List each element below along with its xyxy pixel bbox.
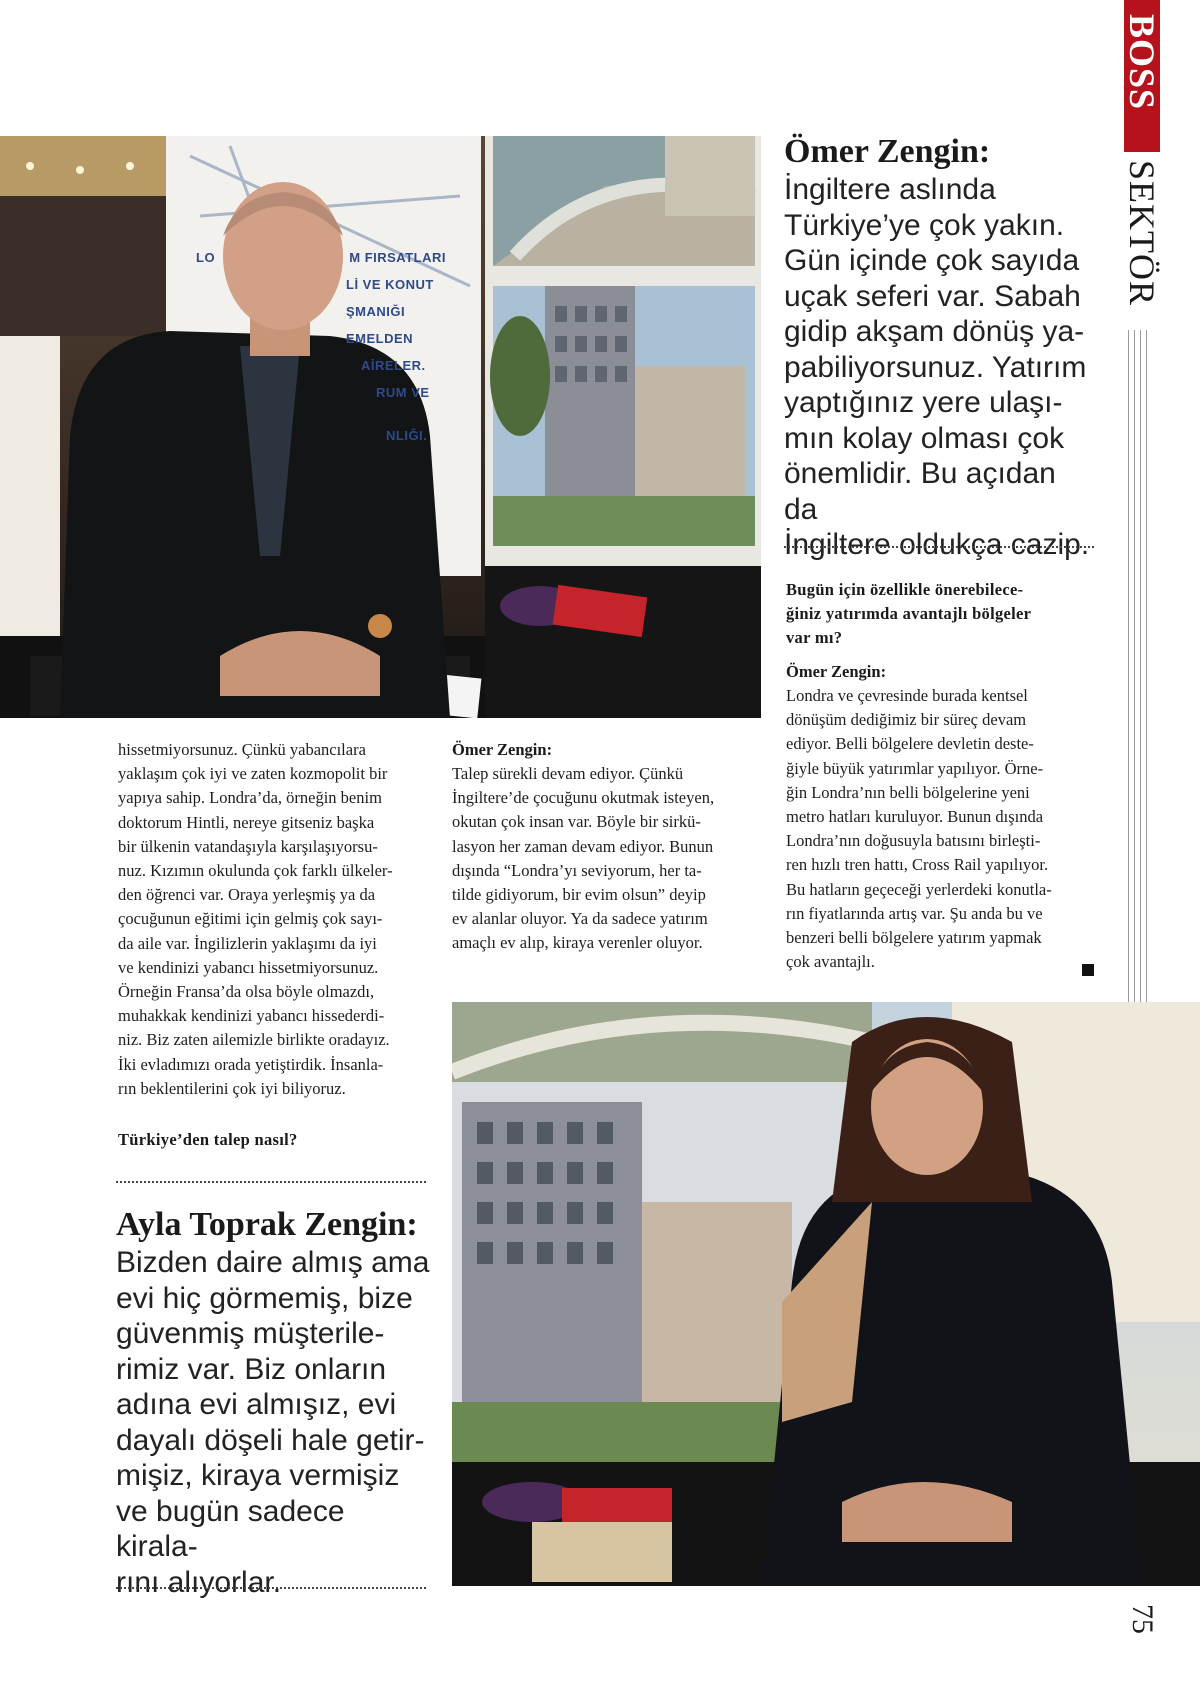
quote-line: ve bugün sadece kirala- <box>116 1494 345 1563</box>
text-line: bir ülkenin vatandaşıyla karşılaşıyorsu- <box>118 836 378 856</box>
text-line: okutan çok insan var. Böyle bir sirkü- <box>452 812 701 832</box>
speaker-label: Ömer Zengin: <box>452 740 553 759</box>
end-mark <box>1082 964 1094 976</box>
text-line: dönüşüm dediğimiz bir süreç devam <box>786 710 1027 730</box>
text-line: doktorum Hintli, nereye gitseniz başka <box>118 812 375 832</box>
banner-line: M FIRSATLARI <box>349 250 446 265</box>
quote-line: İngiltere oldukça cazip. <box>784 528 1090 561</box>
text-line: yaklaşım çok iyi ve zaten kozmopolit bir <box>118 764 388 784</box>
text-line: yapıya sahip. Londra’da, örneğin benim <box>118 788 382 808</box>
text-line: da aile var. İngilizlerin yaklaşımı da iyi <box>118 933 377 953</box>
quote-line: uçak seferi var. Sabah <box>784 279 1081 313</box>
text-line: den öğrenci var. Oraya yerleşmiş ya da <box>118 885 376 905</box>
page-number: 75 <box>1126 1604 1159 1634</box>
text-line: Londra ve çevresinde burada kentsel <box>786 686 1028 705</box>
dotted-divider <box>116 1587 426 1589</box>
text-line: ğin Londra’nın belli bölgelerine yeni <box>786 782 1030 802</box>
banner-line: EMELDEN <box>346 331 414 346</box>
quote-line: Bizden daire almış ama <box>116 1246 430 1279</box>
banner-line: ŞMANIĞI <box>346 304 406 319</box>
quote-line: rını alıyorlar. <box>116 1565 282 1599</box>
quote-line: mın kolay olması çok <box>784 421 1065 455</box>
text-line: rın fiyatlarında artış var. Şu anda bu ve <box>786 903 1043 923</box>
text-line: İki evladımızı orada yetiştirdik. İnsanla- <box>118 1054 384 1074</box>
woman-portrait-photo <box>452 1002 1200 1586</box>
question-regions <box>786 578 1064 650</box>
question-line: Bugün için özellikle önerebilece- <box>786 580 1024 599</box>
text-line: ediyor. Belli bölgelere devletin deste- <box>786 734 1034 754</box>
text-line: tilde gidiyorum, bir evim olsun” deyip <box>452 885 706 905</box>
text-line: niz. Biz zaten ailemizle birlikte oradayız. <box>118 1030 390 1050</box>
quote-line: pabiliyorsunuz. Yatırım <box>784 350 1087 384</box>
text-line: ğiyle büyük yatırımlar yapılıyor. Örne- <box>786 758 1044 778</box>
article-column-1 <box>118 738 426 1101</box>
quote-speaker: Ömer Zengin: <box>784 133 991 170</box>
text-line: çocuğunun eğitimi için gelmiş çok sayı- <box>118 909 383 929</box>
text-line: benzeri belli bölgelere yatırım yapmak <box>786 928 1042 948</box>
quote-body <box>784 172 1096 563</box>
quote-line: mişiz, kiraya vermişiz <box>116 1459 400 1492</box>
banner-line: NLIĞI. <box>386 428 428 443</box>
text-line: hissetmiyorsunuz. Çünkü yabancılara <box>118 740 366 759</box>
quote-line: evi hiç görmemiş, bize <box>116 1281 413 1315</box>
quote-body <box>116 1245 434 1600</box>
quote-line: önemlidir. Bu açıdan da <box>784 457 1056 526</box>
dotted-divider <box>784 546 1094 548</box>
quote-line: İngiltere aslında <box>784 173 996 206</box>
text-line: Örneğin Fransa’da olsa böyle olmazdı, <box>118 982 375 1002</box>
pull-quote-ayla <box>116 1205 434 1600</box>
banner-line: AİRELER. <box>361 358 426 373</box>
text-line: ren hızlı tren hattı, Cross Rail yapılıyor. <box>786 855 1049 875</box>
quote-line: adına evi almışız, evi <box>116 1388 397 1421</box>
text-line: metro hatları kuruluyor. Bunun dışında <box>786 807 1044 827</box>
text-line: ve kendinizi yabancı hissetmiyorsunuz. <box>118 957 379 977</box>
building-render-photo <box>485 136 761 718</box>
banner-line: LO <box>196 250 216 265</box>
text-line: Londra’nın doğusuyla batısını birleşti- <box>786 831 1041 851</box>
banner-line: RUM VE <box>376 385 430 400</box>
article-column-2 <box>452 762 760 956</box>
text-line: ev alanlar oluyor. Ya da sadece yatırım <box>452 909 708 929</box>
dotted-divider <box>116 1181 426 1183</box>
text-line: Talep sürekli devam ediyor. Çünkü <box>452 764 684 783</box>
text-line: Bu hatların geçeceği yerlerdeki konutla- <box>786 879 1052 899</box>
quote-line: yaptığınız yere ulaşı- <box>784 386 1063 419</box>
magazine-brand: BOSS <box>1122 14 1162 111</box>
text-line: dışında “Londra’yı seviyorum, her ta- <box>452 860 702 880</box>
text-line: lasyon her zaman devam ediyor. Bunun <box>452 836 714 856</box>
text-line: nuz. Kızımın okulunda çok farklı ülkeler- <box>118 861 393 881</box>
quote-line: gidip akşam dönüş ya- <box>784 315 1085 348</box>
quote-line: Gün içinde çok sayıda <box>784 244 1080 277</box>
quote-line: Türkiye’ye çok yakın. <box>784 208 1065 242</box>
answer-regions <box>786 684 1064 974</box>
question-line: var mı? <box>786 628 843 647</box>
quote-line: rimiz var. Biz onların <box>116 1352 387 1386</box>
question-line: ğiniz yatırımda avantajlı bölgeler <box>786 604 1032 623</box>
text-line: İngiltere’de çocuğunu okutmak isteyen, <box>452 788 715 808</box>
man-portrait-photo <box>0 136 488 718</box>
pull-quote-omer <box>784 132 1096 563</box>
section-label: SEKTÖR <box>1122 160 1162 307</box>
quote-line: güvenmiş müşterile- <box>116 1317 385 1350</box>
speaker-label: Ömer Zengin: <box>786 662 887 681</box>
question-demand: Türkiye’den talep nasıl? <box>118 1130 298 1149</box>
text-line: amaçlı ev alıp, kiraya verenler oluyor. <box>452 933 703 953</box>
text-line: rın beklentilerini çok iyi biliyoruz. <box>118 1078 346 1098</box>
quote-line: dayalı döşeli hale getir- <box>116 1423 425 1457</box>
banner-text <box>196 244 456 449</box>
banner-line: Lİ VE KONUT <box>346 277 434 292</box>
text-line: çok avantajlı. <box>786 952 875 972</box>
text-line: muhakkak kendinizi yabancı hissederdi- <box>118 1006 385 1026</box>
quote-speaker: Ayla Toprak Zengin: <box>116 1206 418 1243</box>
